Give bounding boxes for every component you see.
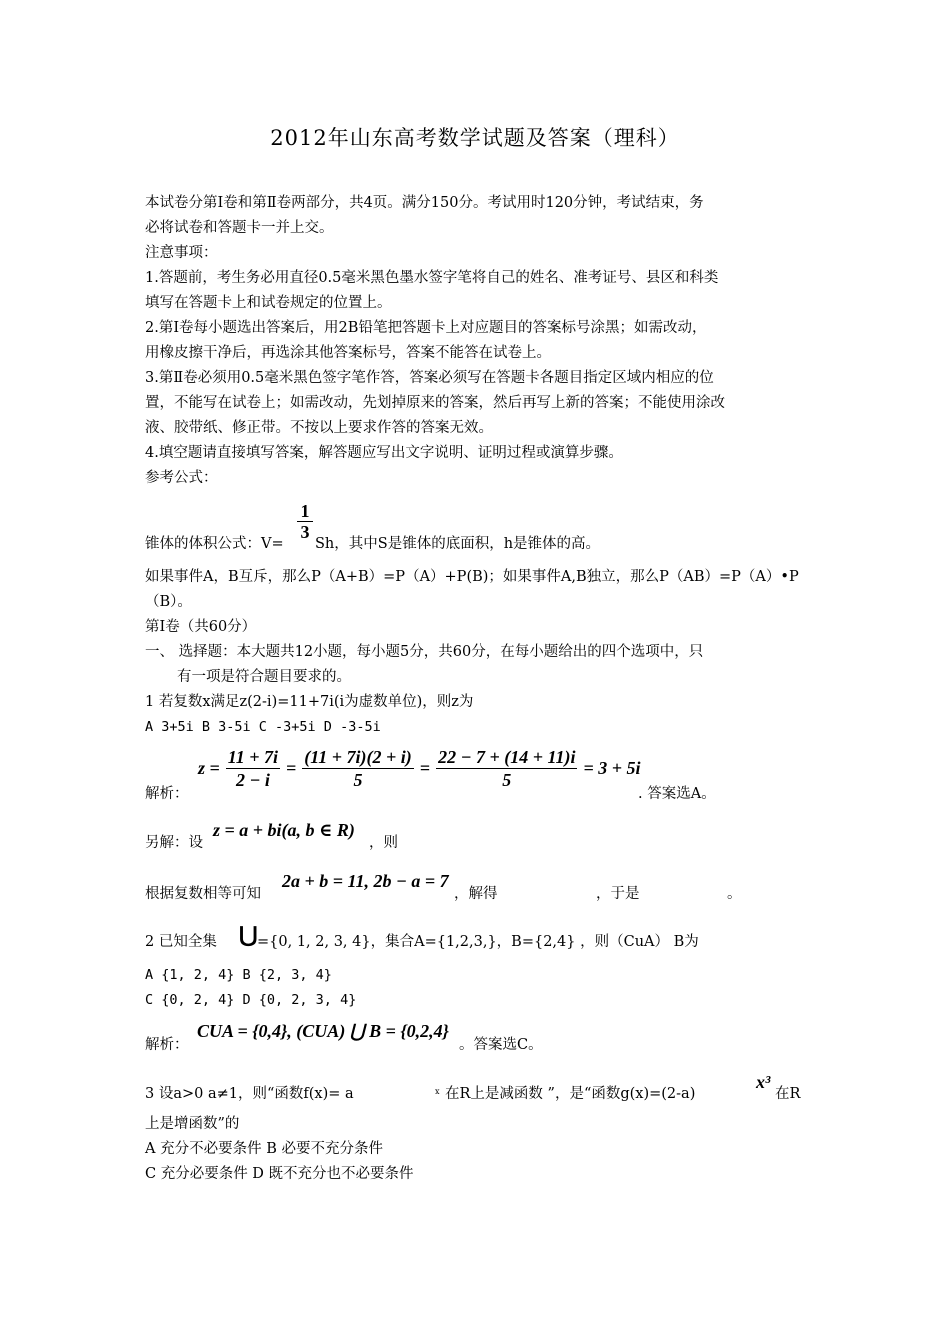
fraction-numerator: (11 + 7i)(2 + i) [304, 747, 412, 767]
q3-options-line-1: A 充分不必要条件 B 必要不充分条件 [145, 1141, 383, 1157]
fraction-denominator: 5 [502, 770, 512, 790]
section1-line-1: 一、 选择题：本大题共12小题，每小题5分，共60分，在每小题给出的四个选项中，只 [145, 644, 704, 660]
q3-stem-part-2: 在R上是减函数 ”，是“函数g(x)=(2-a) [445, 1086, 696, 1102]
q2-analysis-label: 解析： [145, 1037, 189, 1053]
cone-formula-prefix: 锥体的体积公式：V= [145, 536, 284, 552]
fraction-numerator: 1 [300, 501, 310, 521]
fraction [436, 748, 577, 789]
q1-equal-math: 2a + b = 11, 2b − a = 7 [282, 871, 449, 891]
formula-heading: 参考公式： [145, 470, 218, 486]
fraction-numerator: 22 − 7 + (14 + 11)i [438, 747, 576, 767]
page-title: 2012年山东高考数学试题及答案（理科） [270, 126, 680, 150]
q1-alt-math: z = a + bi(a, b ∈ R) [213, 820, 355, 840]
notice-line: 4.填空题请直接填写答案，解答题应写出文字说明、证明过程或演算步骤。 [145, 445, 623, 461]
equals-sign: = [419, 758, 431, 778]
fraction-denominator: 2 − i [235, 770, 270, 790]
q3-stem-part-1: 3 设a>0 a≠1，则“函数f(x)= a [145, 1086, 354, 1102]
fraction [226, 748, 280, 789]
equals-sign: = [286, 758, 297, 778]
cone-formula-suffix: Sh，其中S是锥体的底面积，h是锥体的高。 [315, 536, 601, 552]
notice-line: 1.答题前，考生务必用直径0.5毫米黑色墨水签字笔将自己的姓名、准考证号、县区和科类 [145, 270, 719, 286]
q3-superscript-x: x [435, 1087, 440, 1096]
notice-line: 用橡皮擦干净后，再选涂其他答案标号，答案不能答在试卷上。 [145, 345, 551, 361]
q1-equal-prefix: 根据复数相等可知 [145, 886, 261, 902]
q2-stem-suffix: ={0, 1, 2, 3, 4}，集合A={1,2,3,}，B={2,4} ，则（CuA） B为 [257, 934, 699, 950]
intro-line-1: 本试卷分第Ⅰ卷和第Ⅱ卷两部分，共4页。满分150分。考试用时120分钟，考试结束，务 [145, 195, 704, 211]
q1-equal-end: 。 [727, 886, 742, 902]
section1-line-2: 有一项是符合题目要求的。 [177, 669, 351, 685]
q2-stem-prefix: 2 已知全集 [145, 934, 217, 950]
q3-options-line-2: C 充分必要条件 D 既不充分也不必要条件 [145, 1166, 414, 1182]
q2-answer: 。答案选C。 [459, 1037, 543, 1053]
q3-stem-line-2: 上是增函数”的 [145, 1116, 240, 1132]
notice-line: 液、胶带纸、修正带。不按以上要求作答的答案无效。 [145, 420, 493, 436]
fraction [302, 748, 414, 789]
q3-math-x-cubed: x³ [756, 1072, 771, 1092]
prob-formula-line-1: 如果事件A，B互斥，那么P（A+B）=P（A）+P(B)；如果事件A,B独立，那么P（AB）=P（A）•P [145, 569, 799, 585]
part1-heading: 第Ⅰ卷（共60分） [145, 619, 257, 635]
intro-line-2: 必将试卷和答题卡一并上交。 [145, 220, 334, 236]
q2-options-line-1: A {1, 2, 4} B {2, 3, 4} [145, 967, 332, 983]
q1-alt-suffix: ，则 [369, 835, 398, 851]
q1-analysis-label: 解析： [145, 786, 189, 802]
q1-alt-label: 另解：设 [145, 835, 203, 851]
q1-equal-mid: ，解得 [454, 886, 498, 902]
equation-rhs: = 3 + 5i [583, 758, 641, 778]
prob-formula-line-2: （B）。 [145, 594, 192, 610]
notice-line: 2.第Ⅰ卷每小题选出答案后，用2B铅笔把答题卡上对应题目的答案标号涂黑；如需改动， [145, 320, 707, 336]
q1-stem: 1 若复数x满足z(2-i)=11+7i(i为虚数单位)，则z为 [145, 694, 474, 710]
q3-stem-part-3: 在R [775, 1086, 801, 1102]
q1-options: A 3+5i B 3-5i C -3+5i D -3-5i [145, 719, 381, 735]
q1-solution-equation [198, 748, 641, 789]
notice-line: 置，不能写在试卷上；如需改动，先划掉原来的答案，然后再写上新的答案；不能使用涂改 [145, 395, 725, 411]
q1-answer: . 答案选A。 [638, 786, 716, 802]
union-symbol: ⋃ [239, 923, 258, 948]
fraction-numerator: 11 + 7i [227, 747, 279, 767]
q1-equal-mid2: ，于是 [596, 886, 640, 902]
q2-analysis-math: CUA = {0,4}, (CUA) ⋃ B = {0,2,4} [197, 1021, 449, 1041]
equation-lhs: z = [198, 758, 220, 778]
notice-line: 3.第Ⅱ卷必须用0.5毫米黑色签字笔作答，答案必须写在答题卡各题目指定区域内相应的位 [145, 370, 714, 386]
one-third-fraction [297, 502, 313, 541]
notice-line: 填写在答题卡上和试卷规定的位置上。 [145, 295, 392, 311]
fraction-denominator: 3 [300, 522, 310, 542]
q2-options-line-2: C {0, 2, 4} D {0, 2, 3, 4} [145, 992, 357, 1008]
notice-heading: 注意事项： [145, 245, 218, 261]
fraction-denominator: 5 [353, 770, 363, 790]
